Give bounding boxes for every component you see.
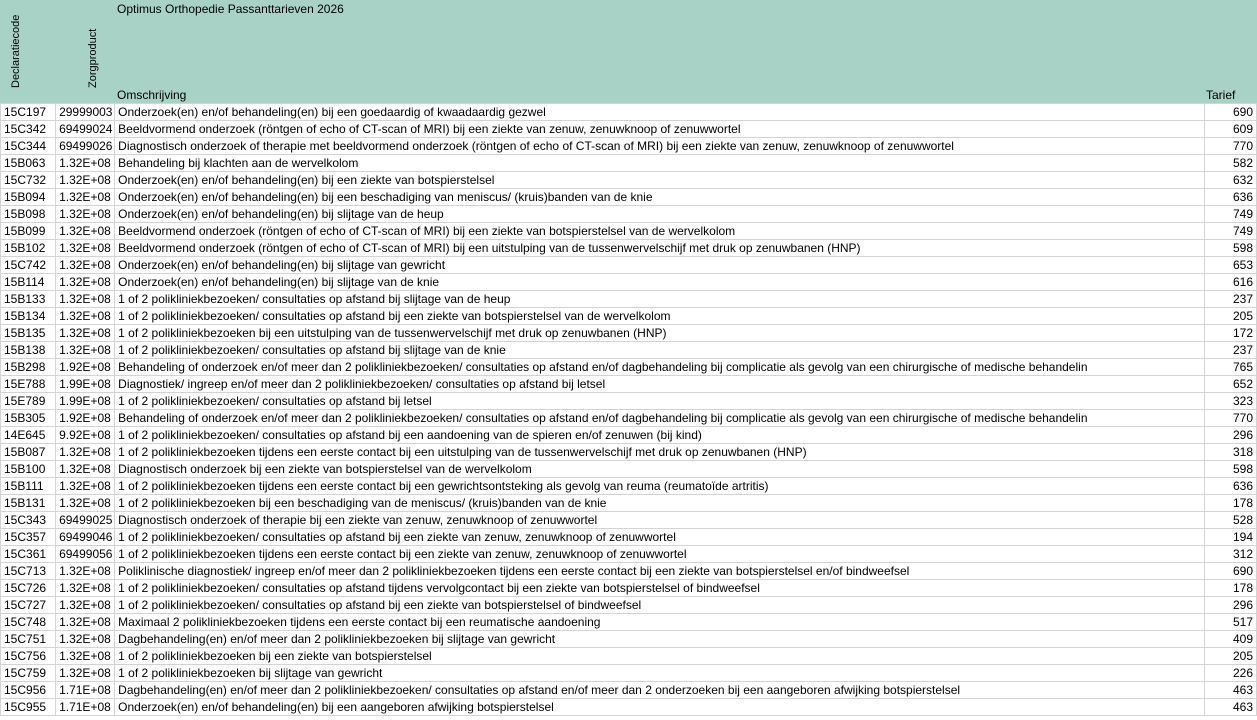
table-row bbox=[1, 206, 1257, 223]
cell-omschrijving[interactable]: 1 of 2 polikliniekbezoeken bij slijtage van gewricht bbox=[115, 665, 1205, 682]
table-row bbox=[1, 410, 1257, 427]
cell-zorgproduct[interactable]: 1.32E+08 bbox=[56, 648, 115, 665]
cell-omschrijving[interactable]: Beeldvormend onderzoek (röntgen of echo of CT-scan of MRI) bij een ziekte van zenuw, zenuwknoop of zenuwwortel bbox=[115, 121, 1205, 138]
cell-declaratiecode[interactable]: 15B111 bbox=[1, 478, 56, 495]
cell-declaratiecode[interactable]: 15C759 bbox=[1, 665, 56, 682]
cell-declaratiecode[interactable]: 15C726 bbox=[1, 580, 56, 597]
cell-omschrijving[interactable]: 1 of 2 polikliniekbezoeken/ consultaties op afstand bij slijtage van de knie bbox=[115, 342, 1205, 359]
table-row bbox=[1, 155, 1257, 172]
cell-omschrijving[interactable]: 1 of 2 polikliniekbezoeken bij een ziekte van botspierstelsel bbox=[115, 648, 1205, 665]
header-zorgproduct[interactable] bbox=[80, 2, 99, 100]
cell-omschrijving[interactable]: Behandeling of onderzoek en/of meer dan 2 polikliniekbezoeken/ consultaties op afstand en/of dagbehandeling bij complicatie als gevolg van een chirurgische of medische behandelin bbox=[115, 410, 1205, 427]
cell-omschrijving[interactable]: Onderzoek(en) en/of behandeling(en) bij een beschadiging van meniscus/ (kruis)banden van de knie bbox=[115, 189, 1205, 206]
cell-zorgproduct[interactable]: 1.32E+08 bbox=[56, 189, 115, 206]
cell-declaratiecode[interactable]: 15C727 bbox=[1, 597, 56, 614]
cell-tarief[interactable]: 749 bbox=[1204, 206, 1256, 223]
cell-declaratiecode[interactable]: 15C956 bbox=[1, 682, 56, 699]
cell-omschrijving[interactable]: 1 of 2 polikliniekbezoeken tijdens een eerste contact bij een uitstulping van de tussenwervelschijf met druk op zenuwbanen (HNP) bbox=[115, 444, 1205, 461]
cell-tarief[interactable]: 609 bbox=[1204, 121, 1256, 138]
table-row bbox=[1, 104, 1257, 121]
cell-omschrijving[interactable]: 1 of 2 polikliniekbezoeken tijdens een eerste contact bij een ziekte van zenuw, zenuwknoop of zenuwwortel bbox=[115, 546, 1205, 563]
table-row bbox=[1, 308, 1257, 325]
table-row bbox=[1, 699, 1257, 716]
cell-omschrijving[interactable]: Onderzoek(en) en/of behandeling(en) bij een goedaardig of kwaadaardig gezwel bbox=[115, 104, 1205, 121]
cell-declaratiecode[interactable]: 15C361 bbox=[1, 546, 56, 563]
cell-declaratiecode[interactable]: 15E788 bbox=[1, 376, 56, 393]
table-row bbox=[1, 240, 1257, 257]
table-body bbox=[1, 104, 1257, 716]
cell-tarief[interactable]: 318 bbox=[1204, 444, 1256, 461]
cell-tarief[interactable]: 528 bbox=[1204, 512, 1256, 529]
cell-zorgproduct[interactable]: 1.71E+08 bbox=[56, 682, 115, 699]
cell-omschrijving[interactable]: Onderzoek(en) en/of behandeling(en) bij slijtage van de heup bbox=[115, 206, 1205, 223]
cell-zorgproduct[interactable]: 1.32E+08 bbox=[56, 614, 115, 631]
cell-omschrijving[interactable]: Behandeling of onderzoek en/of meer dan 2 polikliniekbezoeken/ consultaties op afstand en/of dagbehandeling bij complicatie als gevolg van een chirurgische of medische behandelin bbox=[115, 359, 1205, 376]
table-row bbox=[1, 257, 1257, 274]
cell-zorgproduct[interactable]: 1.32E+08 bbox=[56, 631, 115, 648]
cell-omschrijving[interactable]: Diagnostisch onderzoek of therapie met beeldvormend onderzoek (röntgen of echo of CT-scan of MRI) bij een ziekte van zenuw, zenuwknoop of zenuwwortel bbox=[115, 138, 1205, 155]
cell-omschrijving[interactable]: Poliklinische diagnostiek/ ingreep en/of meer dan 2 polikliniekbezoeken tijdens een eerste contact bij een ziekte van botspierstelsel en/of bindweefsel bbox=[115, 563, 1205, 580]
sheet-title[interactable]: Optimus Orthopedie Passanttarieven 2026 bbox=[117, 2, 344, 16]
cell-declaratiecode[interactable]: 15C742 bbox=[1, 257, 56, 274]
cell-zorgproduct[interactable]: 9.92E+08 bbox=[56, 427, 115, 444]
table-row bbox=[1, 274, 1257, 291]
cell-tarief[interactable]: 205 bbox=[1204, 308, 1256, 325]
cell-tarief[interactable]: 296 bbox=[1204, 427, 1256, 444]
table-row bbox=[1, 682, 1257, 699]
table-row bbox=[1, 189, 1257, 206]
table-row bbox=[1, 512, 1257, 529]
cell-zorgproduct[interactable]: 1.32E+08 bbox=[56, 172, 115, 189]
cell-omschrijving[interactable]: Onderzoek(en) en/of behandeling(en) bij een aangeboren afwijking botspierstelsel bbox=[115, 699, 1205, 716]
cell-declaratiecode[interactable]: 15C343 bbox=[1, 512, 56, 529]
cell-omschrijving[interactable]: 1 of 2 polikliniekbezoeken/ consultaties op afstand bij een aandoening van de spieren en/of zenuwen (bij kind) bbox=[115, 427, 1205, 444]
cell-tarief[interactable]: 749 bbox=[1204, 223, 1256, 240]
cell-tarief[interactable]: 632 bbox=[1204, 172, 1256, 189]
cell-tarief[interactable]: 194 bbox=[1204, 529, 1256, 546]
cell-tarief[interactable]: 463 bbox=[1204, 699, 1256, 716]
cell-declaratiecode[interactable]: 14E645 bbox=[1, 427, 56, 444]
cell-omschrijving[interactable]: Beeldvormend onderzoek (röntgen of echo of CT-scan of MRI) bij een ziekte van botspierstelsel van de wervelkolom bbox=[115, 223, 1205, 240]
cell-tarief[interactable]: 237 bbox=[1204, 342, 1256, 359]
table-row bbox=[1, 223, 1257, 240]
cell-zorgproduct[interactable]: 1.32E+08 bbox=[56, 597, 115, 614]
cell-zorgproduct[interactable]: 1.32E+08 bbox=[56, 274, 115, 291]
cell-declaratiecode[interactable]: 15B063 bbox=[1, 155, 56, 172]
cell-zorgproduct[interactable]: 69499046 bbox=[56, 529, 115, 546]
cell-declaratiecode[interactable]: 15B298 bbox=[1, 359, 56, 376]
table-row bbox=[1, 291, 1257, 308]
cell-omschrijving[interactable]: 1 of 2 polikliniekbezoeken/ consultaties op afstand bij een ziekte van botspierstelsel van de wervelkolom bbox=[115, 308, 1205, 325]
cell-declaratiecode[interactable]: 15B100 bbox=[1, 461, 56, 478]
cell-declaratiecode[interactable]: 15B134 bbox=[1, 308, 56, 325]
header-tarief[interactable]: Tarief bbox=[1206, 88, 1236, 102]
cell-tarief[interactable]: 652 bbox=[1204, 376, 1256, 393]
cell-zorgproduct[interactable]: 1.32E+08 bbox=[56, 291, 115, 308]
cell-zorgproduct[interactable]: 1.32E+08 bbox=[56, 325, 115, 342]
cell-tarief[interactable]: 178 bbox=[1204, 495, 1256, 512]
table-row bbox=[1, 478, 1257, 495]
cell-omschrijving[interactable]: Onderzoek(en) en/of behandeling(en) bij slijtage van gewricht bbox=[115, 257, 1205, 274]
cell-tarief[interactable]: 653 bbox=[1204, 257, 1256, 274]
cell-declaratiecode[interactable]: 15C748 bbox=[1, 614, 56, 631]
table-row bbox=[1, 172, 1257, 189]
cell-omschrijving[interactable]: 1 of 2 polikliniekbezoeken tijdens een eerste contact bij een gewrichtsontsteking als gevolg van reuma (reumatoïde artritis) bbox=[115, 478, 1205, 495]
cell-omschrijving[interactable]: Dagbehandeling(en) en/of meer dan 2 polikliniekbezoeken bij slijtage van gewricht bbox=[115, 631, 1205, 648]
cell-zorgproduct[interactable]: 1.92E+08 bbox=[56, 359, 115, 376]
cell-tarief[interactable]: 616 bbox=[1204, 274, 1256, 291]
table-row bbox=[1, 444, 1257, 461]
table-row bbox=[1, 342, 1257, 359]
cell-omschrijving[interactable]: Maximaal 2 polikliniekbezoeken tijdens een eerste contact bij een reumatische aandoening bbox=[115, 614, 1205, 631]
cell-declaratiecode[interactable]: 15B087 bbox=[1, 444, 56, 461]
table-row bbox=[1, 376, 1257, 393]
cell-declaratiecode[interactable]: 15C344 bbox=[1, 138, 56, 155]
cell-declaratiecode[interactable]: 15B102 bbox=[1, 240, 56, 257]
cell-tarief[interactable]: 636 bbox=[1204, 478, 1256, 495]
header-declaratiecode[interactable] bbox=[3, 2, 22, 100]
header-omschrijving[interactable]: Omschrijving bbox=[117, 88, 187, 102]
cell-declaratiecode[interactable]: 15C955 bbox=[1, 699, 56, 716]
table-row bbox=[1, 563, 1257, 580]
table-row bbox=[1, 546, 1257, 563]
cell-tarief[interactable]: 409 bbox=[1204, 631, 1256, 648]
cell-omschrijving[interactable]: Behandeling bij klachten aan de wervelkolom bbox=[115, 155, 1205, 172]
cell-declaratiecode[interactable]: 15B135 bbox=[1, 325, 56, 342]
cell-declaratiecode[interactable]: 15B305 bbox=[1, 410, 56, 427]
cell-declaratiecode[interactable]: 15B131 bbox=[1, 495, 56, 512]
cell-declaratiecode[interactable]: 15B138 bbox=[1, 342, 56, 359]
cell-tarief[interactable]: 463 bbox=[1204, 682, 1256, 699]
cell-zorgproduct[interactable]: 1.32E+08 bbox=[56, 665, 115, 682]
cell-zorgproduct[interactable]: 1.71E+08 bbox=[56, 699, 115, 716]
cell-omschrijving[interactable]: Onderzoek(en) en/of behandeling(en) bij een ziekte van botspierstelsel bbox=[115, 172, 1205, 189]
cell-zorgproduct[interactable]: 1.99E+08 bbox=[56, 393, 115, 410]
cell-tarief[interactable]: 598 bbox=[1204, 240, 1256, 257]
cell-declaratiecode[interactable]: 15C732 bbox=[1, 172, 56, 189]
cell-omschrijving[interactable]: 1 of 2 polikliniekbezoeken bij een beschadiging van de meniscus/ (kruis)banden van de knie bbox=[115, 495, 1205, 512]
cell-tarief[interactable]: 690 bbox=[1204, 563, 1256, 580]
cell-zorgproduct[interactable]: 1.32E+08 bbox=[56, 240, 115, 257]
cell-tarief[interactable]: 312 bbox=[1204, 546, 1256, 563]
cell-zorgproduct[interactable]: 1.32E+08 bbox=[56, 444, 115, 461]
cell-tarief[interactable]: 296 bbox=[1204, 597, 1256, 614]
table-row bbox=[1, 631, 1257, 648]
cell-zorgproduct[interactable]: 1.32E+08 bbox=[56, 495, 115, 512]
cell-tarief[interactable]: 517 bbox=[1204, 614, 1256, 631]
table-row bbox=[1, 461, 1257, 478]
table-row bbox=[1, 665, 1257, 682]
cell-tarief[interactable]: 690 bbox=[1204, 104, 1256, 121]
cell-omschrijving[interactable]: Diagnostiek/ ingreep en/of meer dan 2 polikliniekbezoeken/ consultaties op afstand bij letsel bbox=[115, 376, 1205, 393]
cell-tarief[interactable]: 178 bbox=[1204, 580, 1256, 597]
cell-declaratiecode[interactable]: 15B114 bbox=[1, 274, 56, 291]
cell-zorgproduct[interactable]: 1.32E+08 bbox=[56, 461, 115, 478]
cell-omschrijving[interactable]: Beeldvormend onderzoek (röntgen of echo of CT-scan of MRI) bij een uitstulping van de tussenwervelschijf met druk op zenuwbanen (HNP) bbox=[115, 240, 1205, 257]
cell-omschrijving[interactable]: 1 of 2 polikliniekbezoeken bij een uitstulping van de tussenwervelschijf met druk op zenuwbanen (HNP) bbox=[115, 325, 1205, 342]
table-row bbox=[1, 427, 1257, 444]
cell-omschrijving[interactable]: Diagnostisch onderzoek of therapie bij een ziekte van zenuw, zenuwknoop of zenuwwortel bbox=[115, 512, 1205, 529]
table-row bbox=[1, 529, 1257, 546]
cell-zorgproduct[interactable]: 1.32E+08 bbox=[56, 308, 115, 325]
header-zorgproduct-label: Zorgproduct bbox=[87, 28, 99, 88]
table-row bbox=[1, 393, 1257, 410]
cell-declaratiecode[interactable]: 15C197 bbox=[1, 104, 56, 121]
cell-tarief[interactable]: 226 bbox=[1204, 665, 1256, 682]
cell-zorgproduct[interactable]: 69499025 bbox=[56, 512, 115, 529]
cell-zorgproduct[interactable]: 1.32E+08 bbox=[56, 223, 115, 240]
cell-zorgproduct[interactable]: 1.32E+08 bbox=[56, 563, 115, 580]
cell-omschrijving[interactable]: Onderzoek(en) en/of behandeling(en) bij slijtage van de knie bbox=[115, 274, 1205, 291]
table-row bbox=[1, 359, 1257, 376]
table-row bbox=[1, 597, 1257, 614]
table-row bbox=[1, 580, 1257, 597]
cell-declaratiecode[interactable]: 15E789 bbox=[1, 393, 56, 410]
cell-omschrijving[interactable]: 1 of 2 polikliniekbezoeken/ consultaties op afstand tijdens vervolgcontact bij een ziekte van botspierstelsel of bindweefsel bbox=[115, 580, 1205, 597]
cell-zorgproduct[interactable]: 1.32E+08 bbox=[56, 257, 115, 274]
cell-zorgproduct[interactable]: 1.32E+08 bbox=[56, 342, 115, 359]
cell-declaratiecode[interactable]: 15C713 bbox=[1, 563, 56, 580]
cell-tarief[interactable]: 205 bbox=[1204, 648, 1256, 665]
cell-zorgproduct[interactable]: 1.32E+08 bbox=[56, 478, 115, 495]
cell-zorgproduct[interactable]: 69499024 bbox=[56, 121, 115, 138]
cell-tarief[interactable]: 636 bbox=[1204, 189, 1256, 206]
cell-declaratiecode[interactable]: 15C357 bbox=[1, 529, 56, 546]
cell-zorgproduct[interactable]: 1.32E+08 bbox=[56, 580, 115, 597]
cell-tarief[interactable]: 172 bbox=[1204, 325, 1256, 342]
cell-tarief[interactable]: 323 bbox=[1204, 393, 1256, 410]
cell-declaratiecode[interactable]: 15C756 bbox=[1, 648, 56, 665]
cell-zorgproduct[interactable]: 1.32E+08 bbox=[56, 155, 115, 172]
cell-zorgproduct[interactable]: 1.99E+08 bbox=[56, 376, 115, 393]
table-row bbox=[1, 138, 1257, 155]
cell-declaratiecode[interactable]: 15B094 bbox=[1, 189, 56, 206]
cell-zorgproduct[interactable]: 69499056 bbox=[56, 546, 115, 563]
cell-omschrijving[interactable]: 1 of 2 polikliniekbezoeken/ consultaties op afstand bij letsel bbox=[115, 393, 1205, 410]
header-declaratiecode-label: Declaratiecode bbox=[10, 14, 22, 88]
cell-declaratiecode[interactable]: 15B098 bbox=[1, 206, 56, 223]
cell-tarief[interactable]: 582 bbox=[1204, 155, 1256, 172]
cell-declaratiecode[interactable]: 15C342 bbox=[1, 121, 56, 138]
table-row bbox=[1, 325, 1257, 342]
cell-omschrijving[interactable]: Diagnostisch onderzoek bij een ziekte van botspierstelsel van de wervelkolom bbox=[115, 461, 1205, 478]
table-row bbox=[1, 614, 1257, 631]
cell-omschrijving[interactable]: 1 of 2 polikliniekbezoeken/ consultaties op afstand bij een ziekte van botspierstelsel of bindweefsel bbox=[115, 597, 1205, 614]
header-band bbox=[0, 0, 1257, 103]
data-table bbox=[0, 103, 1257, 716]
cell-tarief[interactable]: 765 bbox=[1204, 359, 1256, 376]
cell-zorgproduct[interactable]: 1.32E+08 bbox=[56, 206, 115, 223]
cell-tarief[interactable]: 770 bbox=[1204, 410, 1256, 427]
cell-tarief[interactable]: 598 bbox=[1204, 461, 1256, 478]
cell-declaratiecode[interactable]: 15B099 bbox=[1, 223, 56, 240]
cell-declaratiecode[interactable]: 15B133 bbox=[1, 291, 56, 308]
table-row bbox=[1, 495, 1257, 512]
table-row bbox=[1, 648, 1257, 665]
cell-tarief[interactable]: 237 bbox=[1204, 291, 1256, 308]
cell-declaratiecode[interactable]: 15C751 bbox=[1, 631, 56, 648]
cell-omschrijving[interactable]: Dagbehandeling(en) en/of meer dan 2 polikliniekbezoeken/ consultaties op afstand en/of meer dan 2 onderzoeken bij een aangeboren afwijking botspierstelsel bbox=[115, 682, 1205, 699]
cell-omschrijving[interactable]: 1 of 2 polikliniekbezoeken/ consultaties op afstand bij een ziekte van zenuw, zenuwknoop of zenuwwortel bbox=[115, 529, 1205, 546]
table-row bbox=[1, 121, 1257, 138]
cell-tarief[interactable]: 770 bbox=[1204, 138, 1256, 155]
cell-omschrijving[interactable]: 1 of 2 polikliniekbezoeken/ consultaties op afstand bij slijtage van de heup bbox=[115, 291, 1205, 308]
cell-zorgproduct[interactable]: 69499026 bbox=[56, 138, 115, 155]
cell-zorgproduct[interactable]: 29999003 bbox=[56, 104, 115, 121]
cell-zorgproduct[interactable]: 1.92E+08 bbox=[56, 410, 115, 427]
